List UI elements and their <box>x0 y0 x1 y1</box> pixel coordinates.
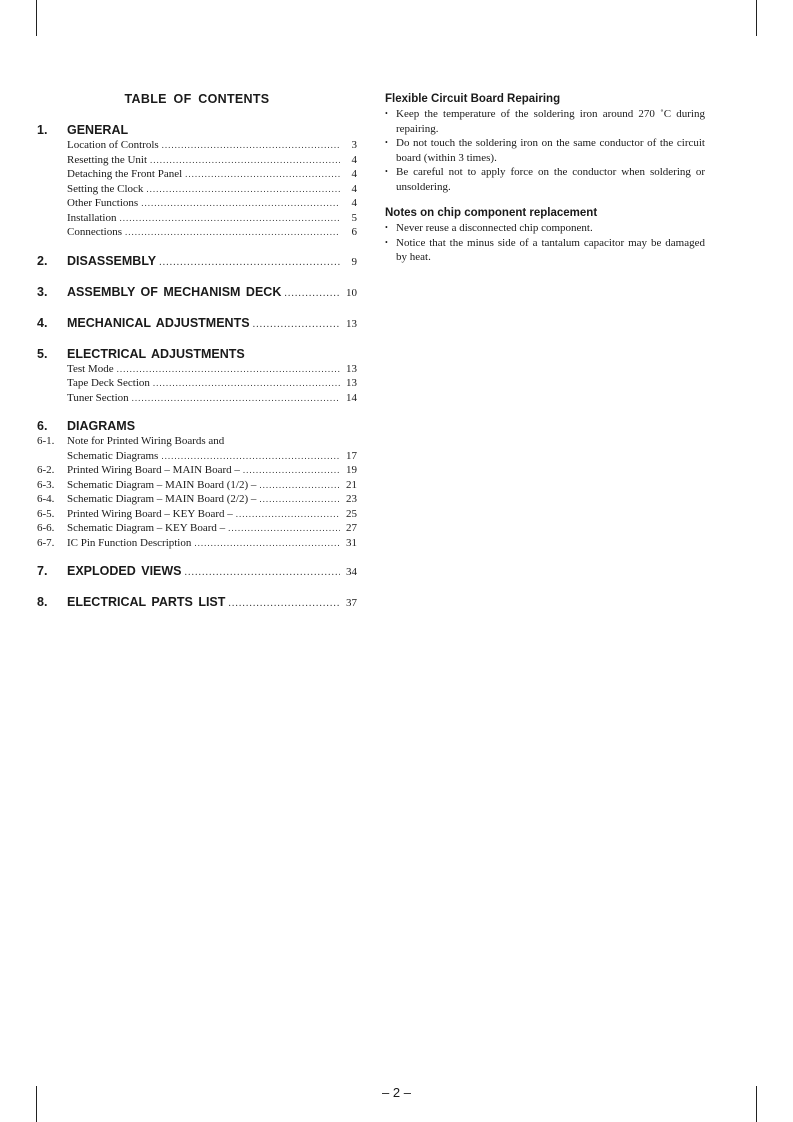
entry-title: Tuner Section <box>67 391 129 404</box>
note-heading: Flexible Circuit Board Repairing <box>385 93 561 105</box>
entry-title: IC Pin Function Description <box>67 536 192 549</box>
section-title: DISASSEMBLY <box>67 253 157 268</box>
entry-page-number: 19 <box>346 464 357 476</box>
entry-page-number: 4 <box>351 182 357 195</box>
section-page-number: 37 <box>346 597 357 609</box>
dot-leader <box>259 492 340 507</box>
toc-entry[interactable] <box>37 507 357 522</box>
dot-leader <box>194 536 340 551</box>
entry-title: Schematic Diagrams <box>67 449 159 462</box>
entry-number: 6-1. <box>37 435 55 447</box>
toc-section <box>37 594 357 612</box>
section-title: ELECTRICAL PARTS LIST <box>67 595 226 609</box>
dot-leader <box>243 463 340 478</box>
section-number: 2. <box>37 253 48 268</box>
section-number: 6. <box>37 419 48 433</box>
dot-leader <box>162 138 340 153</box>
dot-leader <box>117 362 340 377</box>
note-bullet-list <box>385 221 705 265</box>
entry-page-number: 23 <box>346 493 357 505</box>
table-of-contents <box>37 92 357 625</box>
section-page-number: 34 <box>346 566 357 578</box>
dot-leader <box>141 196 340 211</box>
toc-entry[interactable] <box>37 167 357 182</box>
entry-number: 6-5. <box>37 507 55 520</box>
entry-title: Note for Printed Wiring Boards and <box>67 435 225 447</box>
toc-entry[interactable] <box>37 391 357 406</box>
entry-title: Resetting the Unit <box>67 153 148 166</box>
entry-page-number: 31 <box>346 536 357 549</box>
page-number: – 2 – <box>382 1085 411 1100</box>
section-number: 3. <box>37 284 48 299</box>
toc-section <box>37 122 357 240</box>
section-number: 7. <box>37 564 48 578</box>
section-title: DIAGRAMS <box>67 419 136 433</box>
entry-page-number: 3 <box>351 139 357 151</box>
toc-section-heading[interactable] <box>37 253 357 271</box>
toc-entry[interactable] <box>37 362 357 377</box>
entry-page-number: 4 <box>351 197 357 209</box>
toc-section-heading[interactable] <box>37 315 357 333</box>
dot-leader <box>125 225 340 240</box>
dot-leader <box>259 478 340 493</box>
toc-entry[interactable] <box>37 478 357 493</box>
toc-entry[interactable] <box>37 211 357 226</box>
dot-leader <box>146 182 340 197</box>
toc-entry[interactable] <box>37 463 357 478</box>
toc-entry[interactable] <box>37 196 357 211</box>
note-bullet-list <box>385 107 705 194</box>
entry-number: 6-6. <box>37 522 55 534</box>
entry-page-number: 5 <box>351 211 357 224</box>
dot-leader <box>132 391 340 406</box>
dot-leader <box>284 286 340 302</box>
entry-title: Detaching the Front Panel <box>67 168 183 180</box>
entry-number: 6-7. <box>37 536 55 549</box>
entry-title: Connections <box>67 226 122 238</box>
entry-title: Printed Wiring Board – MAIN Board – <box>67 464 240 476</box>
dot-leader <box>150 153 340 168</box>
dot-leader <box>253 317 340 333</box>
entry-title: Schematic Diagram – MAIN Board (1/2) – <box>67 478 257 491</box>
entry-page-number: 17 <box>346 449 357 462</box>
toc-item-list <box>37 138 357 240</box>
section-title: MECHANICAL ADJUSTMENTS <box>67 315 250 330</box>
toc-title: TABLE OF CONTENTS <box>124 92 270 106</box>
entry-title: Schematic Diagram – MAIN Board (2/2) – <box>67 493 257 505</box>
entry-page-number: 13 <box>346 362 357 375</box>
entry-number: 6-4. <box>37 493 55 505</box>
entry-title: Setting the Clock <box>67 182 144 195</box>
entry-page-number: 14 <box>346 391 357 404</box>
toc-entry[interactable] <box>37 536 357 551</box>
entry-page-number: 25 <box>346 507 357 520</box>
note-bullet: • Do not touch the soldering iron on the same conductor of the circuit board (within 3 times). <box>385 136 705 165</box>
section-title: EXPLODED VIEWS <box>67 564 182 578</box>
toc-entry[interactable] <box>37 449 357 464</box>
toc-section-heading[interactable] <box>37 346 357 362</box>
dot-leader <box>153 376 340 391</box>
entry-number: 6-3. <box>37 478 55 491</box>
entry-page-number: 27 <box>346 522 357 534</box>
dot-leader <box>185 565 340 581</box>
note-bullet: • Keep the temperature of the soldering iron around 270 ˚C during repairing. <box>385 107 705 136</box>
entry-title: Printed Wiring Board – KEY Board – <box>67 507 233 520</box>
toc-entry[interactable] <box>37 182 357 197</box>
toc-section-heading[interactable] <box>37 122 357 138</box>
entry-title: Test Mode <box>67 362 114 375</box>
entry-page-number: 4 <box>351 153 357 166</box>
section-page-number: 10 <box>346 286 357 299</box>
dot-leader <box>236 507 340 522</box>
toc-entry[interactable] <box>37 138 357 153</box>
toc-section <box>37 253 357 271</box>
dot-leader <box>185 167 340 182</box>
dot-leader <box>228 521 340 536</box>
section-number: 8. <box>37 595 48 609</box>
toc-entry[interactable] <box>37 376 357 391</box>
note-bullet: • Be careful not to apply force on the conductor when soldering or unsoldering. <box>385 165 705 194</box>
entry-page-number: 6 <box>351 226 357 238</box>
note-bullet: • Never reuse a disconnected chip component. <box>385 221 705 236</box>
toc-entry[interactable] <box>37 434 357 449</box>
dot-leader <box>159 255 340 271</box>
entry-title: Other Functions <box>67 197 139 209</box>
entry-title: Installation <box>67 211 117 224</box>
entry-title: Schematic Diagram – KEY Board – <box>67 522 226 534</box>
section-number: 1. <box>37 123 48 137</box>
toc-sections <box>37 122 357 612</box>
toc-item-list <box>37 434 357 550</box>
entry-title: Tape Deck Section <box>67 377 150 389</box>
entry-page-number: 13 <box>346 377 357 389</box>
section-title: ASSEMBLY OF MECHANISM DECK <box>67 284 282 299</box>
toc-entry[interactable] <box>37 225 357 240</box>
entry-title: Location of Controls <box>67 139 159 151</box>
entry-number: 6-2. <box>37 464 55 476</box>
entry-page-number: 21 <box>346 478 357 491</box>
note-bullet: • Notice that the minus side of a tantalum capacitor may be damaged by heat. <box>385 236 705 265</box>
notes-column <box>385 92 705 277</box>
toc-section <box>37 418 357 550</box>
toc-section-heading[interactable] <box>37 284 357 302</box>
toc-section-heading[interactable] <box>37 563 357 581</box>
dot-leader <box>228 596 340 612</box>
toc-entry[interactable] <box>37 492 357 507</box>
toc-section <box>37 563 357 581</box>
toc-section-heading[interactable] <box>37 418 357 434</box>
section-page-number: 13 <box>346 317 357 330</box>
notes <box>385 92 705 265</box>
toc-section <box>37 315 357 333</box>
note-heading: Notes on chip component replacement <box>385 207 598 219</box>
toc-section <box>37 346 357 406</box>
section-number: 5. <box>37 346 48 361</box>
section-page-number: 9 <box>351 255 357 268</box>
toc-section <box>37 284 357 302</box>
toc-section-heading[interactable] <box>37 594 357 612</box>
section-title: GENERAL <box>67 123 129 137</box>
crop-mark-top-left <box>36 0 37 36</box>
dot-leader <box>161 449 340 464</box>
crop-mark-top-right <box>756 0 757 36</box>
toc-entry[interactable] <box>37 153 357 168</box>
dot-leader <box>120 211 341 226</box>
section-number: 4. <box>37 315 48 330</box>
toc-item-list <box>37 362 357 406</box>
entry-page-number: 4 <box>351 168 357 180</box>
section-title: ELECTRICAL ADJUSTMENTS <box>67 346 245 361</box>
toc-entry[interactable] <box>37 521 357 536</box>
